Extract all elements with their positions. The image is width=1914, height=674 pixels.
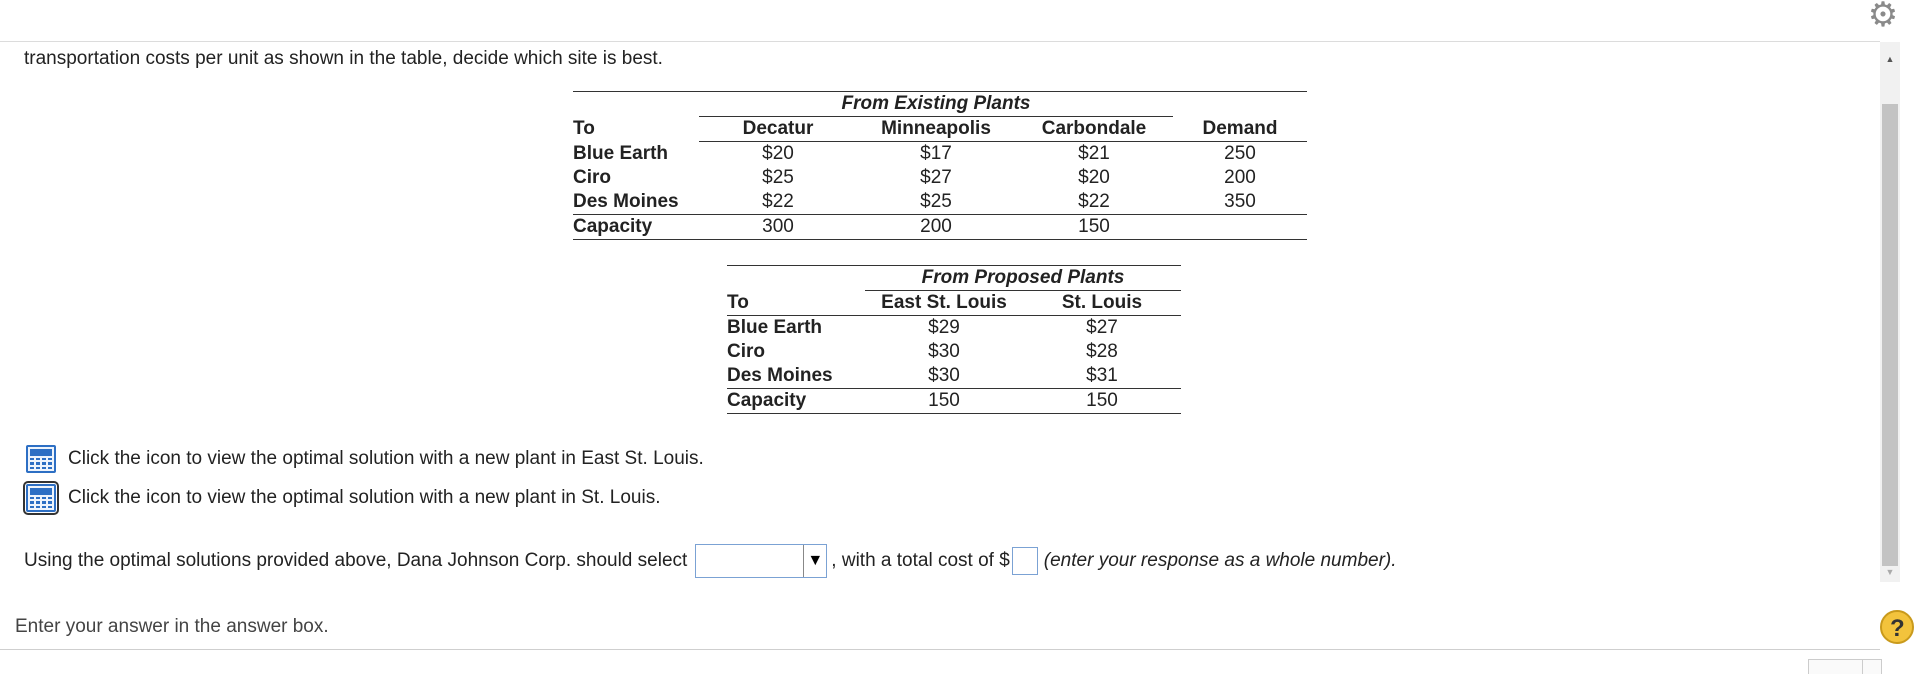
question-middle: , with a total cost of $ — [831, 550, 1010, 571]
east-st-louis-solution-link[interactable] — [26, 445, 704, 473]
table-row: Des Moines $22 $25 $22 350 — [573, 191, 1256, 212]
header-st-louis: St. Louis — [1023, 291, 1181, 316]
table-row: Ciro $25 $27 $20 200 — [573, 167, 1256, 188]
header-carbondale: Carbondale — [1015, 117, 1173, 142]
link-label: Click the icon to view the optimal solution with a new plant in East St. Louis. — [68, 448, 704, 469]
table-grid-icon[interactable] — [26, 445, 56, 473]
table-row: Des Moines $30 $31 — [727, 365, 1118, 386]
nav-button[interactable] — [1808, 659, 1864, 674]
table-row: Ciro $30 $28 — [727, 341, 1118, 362]
question-prefix: Using the optimal solutions provided above, Dana Johnson Corp. should select — [24, 550, 688, 571]
answer-instruction: Enter your answer in the answer box. — [15, 616, 329, 637]
help-icon[interactable]: ? — [1880, 610, 1914, 644]
existing-group-label: From Existing Plants — [699, 92, 1173, 117]
header-decatur: Decatur — [699, 117, 857, 142]
existing-plants-table — [573, 91, 1307, 240]
nav-button[interactable] — [1862, 659, 1882, 674]
total-cost-input[interactable] — [1012, 547, 1038, 575]
header-minneapolis: Minneapolis — [857, 117, 1015, 142]
table-row: Blue Earth $20 $17 $21 250 — [573, 142, 1256, 164]
scroll-up-arrow-icon[interactable]: ▲ — [1885, 54, 1895, 64]
header-to: To — [573, 118, 595, 139]
capacity-row: Capacity 150 150 — [727, 389, 1181, 414]
header-demand: Demand — [1173, 117, 1307, 142]
problem-intro: transportation costs per unit as shown in the table, decide which site is best. — [24, 48, 663, 69]
answer-question — [24, 544, 1397, 578]
table-row: Blue Earth $29 $27 — [727, 317, 1118, 338]
gear-icon[interactable]: ⚙ — [1867, 0, 1899, 34]
capacity-row: Capacity 300 200 150 — [573, 215, 1307, 240]
scroll-down-arrow-icon[interactable]: ▼ — [1885, 567, 1895, 577]
site-select-dropdown[interactable] — [695, 544, 827, 578]
link-label: Click the icon to view the optimal solution with a new plant in St. Louis. — [68, 487, 661, 508]
whole-number-hint: (enter your response as a whole number). — [1043, 550, 1397, 571]
st-louis-solution-link[interactable] — [26, 484, 660, 512]
proposed-plants-table — [727, 265, 1181, 414]
triangle-down-icon[interactable]: ▼ — [803, 545, 826, 577]
bottom-divider — [0, 649, 1880, 650]
scrollbar-thumb[interactable] — [1882, 104, 1898, 566]
header-east-st-louis: East St. Louis — [865, 291, 1023, 316]
table-grid-icon[interactable] — [26, 484, 56, 512]
proposed-group-label: From Proposed Plants — [865, 266, 1181, 291]
header-to: To — [727, 291, 865, 316]
top-divider — [0, 41, 1880, 42]
